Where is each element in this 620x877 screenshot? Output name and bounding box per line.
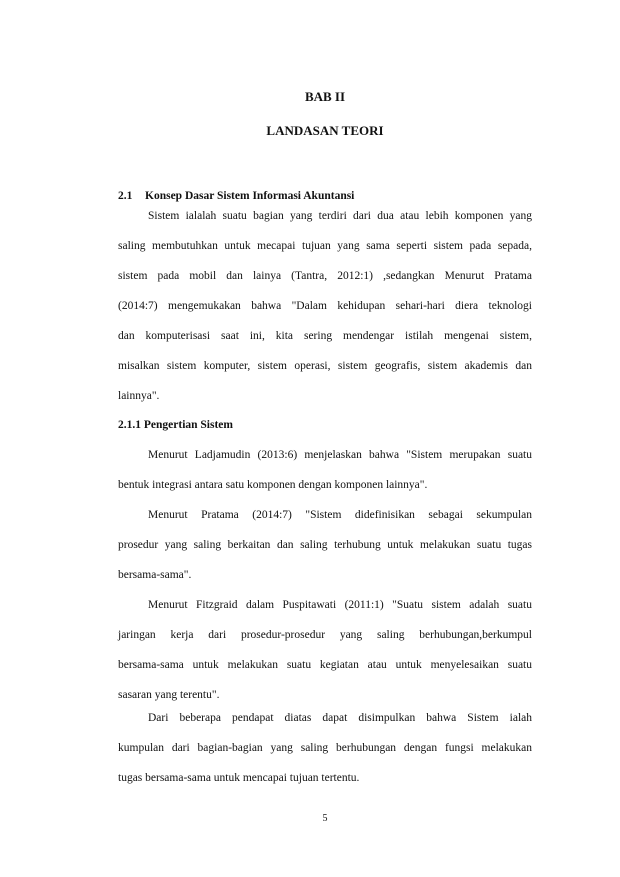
text-line: tugas bersama-sama untuk mencapai tujuan tertentu. xyxy=(118,772,360,784)
subsection-heading: 2.1.1 Pengertian Sistem xyxy=(118,419,233,431)
section-number: 2.1 xyxy=(118,190,133,202)
text-line: (2014:7) mengemukakan bahwa "Dalam kehidupan sehari-hari diera teknologi xyxy=(118,300,532,312)
text-line: saling membutuhkan untuk mecapai tujuan yang sama seperti sistem pada sepada, xyxy=(118,240,532,252)
text-line: lainnya". xyxy=(118,390,160,402)
text-line: prosedur yang saling berkaitan dan saling terhubung untuk melakukan suatu tugas xyxy=(118,539,532,551)
text-line: Sistem ialalah suatu bagian yang terdiri dari dua atau lebih komponen yang xyxy=(148,210,532,222)
text-line: sasaran yang terentu". xyxy=(118,689,220,701)
section-title: Konsep Dasar Sistem Informasi Akuntansi xyxy=(145,190,355,202)
chapter-title: LANDASAN TEORI xyxy=(266,123,384,138)
text-line: bersama-sama". xyxy=(118,569,192,581)
text-line: sistem pada mobil dan lainya (Tantra, 2012:1) ,sedangkan Menurut Pratama xyxy=(118,270,532,282)
text-line: dan komputerisasi saat ini, kita sering mendengar istilah mengenai sistem, xyxy=(118,330,532,342)
text-line: Menurut Fitzgraid dalam Puspitawati (2011:1) "Suatu sistem adalah suatu xyxy=(148,599,532,611)
chapter-number: BAB II xyxy=(304,89,346,104)
text-line: bersama-sama untuk melakukan suatu kegiatan atau untuk menyelesaikan suatu xyxy=(118,659,532,671)
text-line: Menurut Pratama (2014:7) "Sistem didefinisikan sebagai sekumpulan xyxy=(148,509,532,521)
text-line: bentuk integrasi antara satu komponen dengan komponen lainnya". xyxy=(118,479,428,491)
text-line: misalkan sistem komputer, sistem operasi, sistem geografis, sistem akademis dan xyxy=(118,360,532,372)
text-line: jaringan kerja dari prosedur-prosedur yang saling berhubungan,berkumpul xyxy=(118,629,532,641)
text-line: kumpulan dari bagian-bagian yang saling berhubungan dengan fungsi melakukan xyxy=(118,742,532,754)
section-heading xyxy=(118,190,354,202)
text-line: Dari beberapa pendapat diatas dapat disimpulkan bahwa Sistem ialah xyxy=(148,712,532,724)
text-line: Menurut Ladjamudin (2013:6) menjelaskan bahwa "Sistem merupakan suatu xyxy=(148,449,532,461)
page-number: 5 xyxy=(322,813,328,824)
